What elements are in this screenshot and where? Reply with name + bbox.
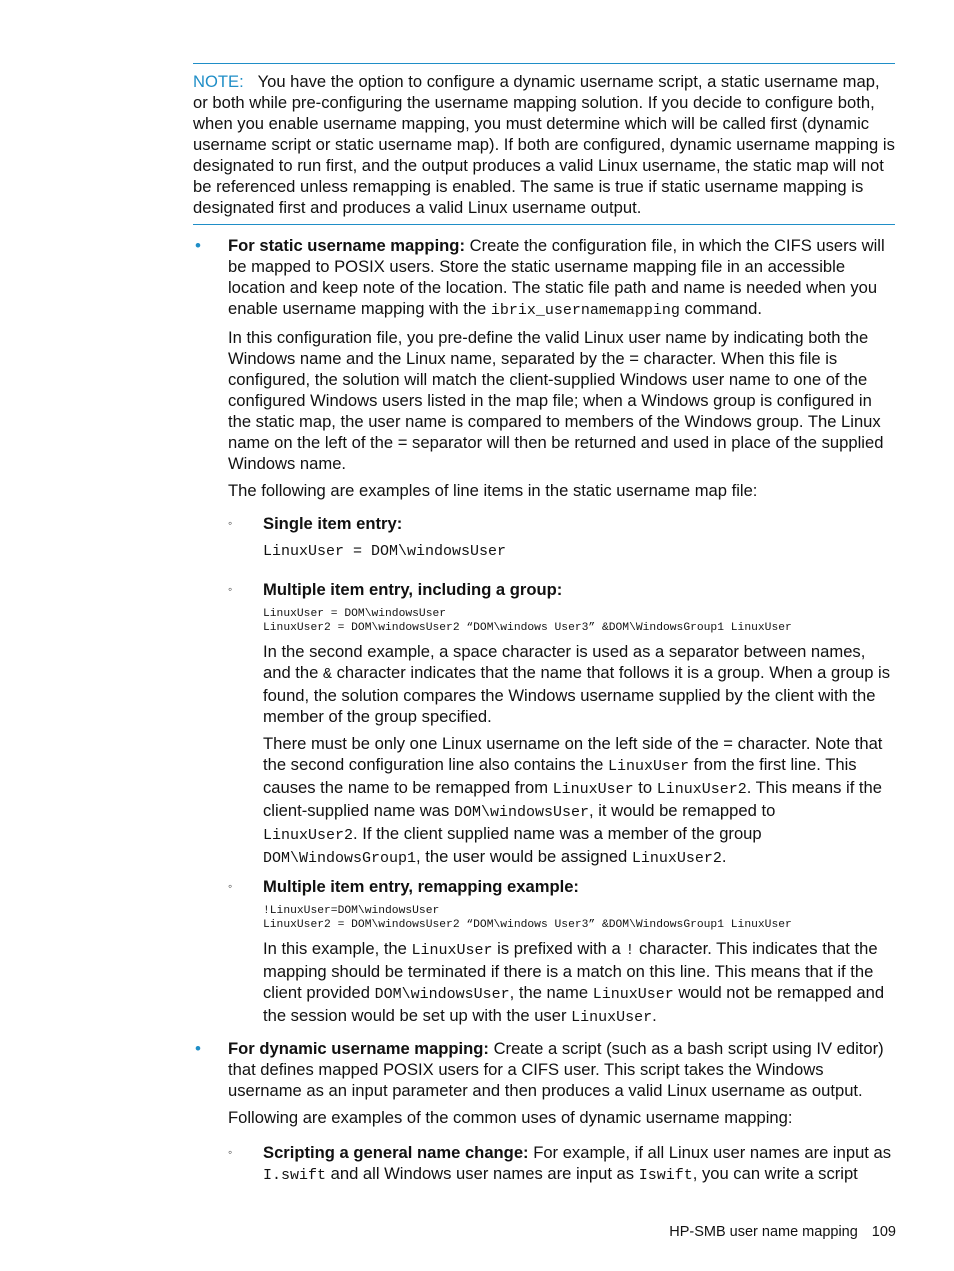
dynamic-paragraph-1	[228, 1038, 897, 1101]
code-inline: DOM\WindowsGroup1	[263, 850, 417, 867]
note-box	[193, 63, 895, 225]
scripting-paragraph	[263, 1142, 897, 1186]
remap-code-line-1: !LinuxUser=DOM\windowsUser	[263, 905, 440, 917]
single-code: LinuxUser = DOM\windowsUser	[263, 543, 507, 560]
text: , the name	[509, 983, 593, 1002]
sub-bullet-single: ◦	[228, 516, 233, 530]
text: to	[633, 778, 657, 797]
remap-explanation	[263, 938, 897, 1028]
code-inline: !	[625, 942, 635, 959]
sub-bullet-multiple: ◦	[228, 582, 233, 596]
text: . If the client supplied name was a member of the group	[353, 824, 762, 843]
remap-code-line-2: LinuxUser2 = DOM\windowsUser2 “DOM\windows User3” &DOM\WindowsGroup1 LinuxUser	[263, 919, 792, 931]
dynamic-paragraph-2: Following are examples of the common uses of dynamic username mapping:	[228, 1108, 793, 1127]
text: .	[721, 847, 727, 866]
page-number: 109	[871, 1224, 896, 1240]
static-paragraph-2: In this configuration file, you pre-define the valid Linux user name by indicating both the Windows name and the Linux name, separated by the = character. When this file is configured, the solution will match the client-supplied Windows user name to one of the configured Windows users listed in the map file; when a Windows group is configured in the static map, the user name is compared to members of the Windows group. The Linux name on the left of the = separator will then be returned and used in place of the supplied Windows name.	[228, 328, 884, 473]
text: , you can write a script	[692, 1164, 858, 1183]
code-inline: DOM\windowsUser	[374, 986, 510, 1003]
text: would not be remapped and the session would be set up with the user	[263, 983, 885, 1025]
code-inline: LinuxUser2	[656, 781, 747, 798]
command-code: ibrix_usernamemapping	[490, 302, 680, 319]
code-inline: LinuxUser	[411, 942, 493, 959]
code-inline: LinuxUser	[608, 758, 690, 775]
static-paragraph-1	[228, 235, 897, 321]
static-lead: For static username mapping:	[228, 236, 465, 255]
text: character. This indicates that the mapping should be terminated if there is a match on this line. This means that if the client provided	[263, 939, 878, 1002]
code-inline: LinuxUser2	[263, 827, 354, 844]
sub-bullet-remap: ◦	[228, 879, 233, 893]
text: and all Windows user names are input as	[326, 1164, 639, 1183]
multiple-paragraph-1	[263, 641, 897, 727]
multiple-title: Multiple item entry, including a group:	[263, 580, 563, 599]
static-section	[228, 235, 897, 501]
multiple-paragraph-2	[263, 733, 897, 869]
bullet-dynamic: •	[195, 1039, 201, 1058]
code-inline: &	[322, 666, 332, 683]
code-inline: Iswift	[638, 1167, 693, 1184]
text: , the user would be assigned	[416, 847, 632, 866]
code-inline: LinuxUser	[552, 781, 634, 798]
dynamic-lead: For dynamic username mapping:	[228, 1039, 489, 1058]
dynamic-section	[228, 1038, 897, 1128]
text: In this example, the	[263, 939, 412, 958]
scripting-lead: Scripting a general name change:	[263, 1143, 529, 1162]
code-inline: LinuxUser2	[631, 850, 722, 867]
static-text: Create the configuration file, in which the CIFS users will be mapped to POSIX users. Store the static username mapping file in an accessible location and keep note of the location. The static file path and name is needed when you enable username mapping with the	[228, 236, 885, 318]
text: For example, if all Linux user names are input as	[528, 1143, 892, 1162]
text: . This means if the client-supplied name was	[263, 778, 883, 820]
text: , it would be remapped to	[588, 801, 776, 820]
static-paragraph-3: The following are examples of line items in the static username map file:	[228, 481, 758, 500]
code-inline: LinuxUser	[592, 986, 674, 1003]
multiple-explanation	[263, 641, 897, 869]
code-inline: I.swift	[263, 1167, 327, 1184]
bullet-static: •	[195, 236, 201, 255]
note-label: NOTE:	[193, 72, 244, 91]
text: from the first line. This causes the name to be remapped from	[263, 755, 857, 797]
code-inline: LinuxUser	[571, 1009, 653, 1026]
sub-bullet-scripting: ◦	[228, 1145, 233, 1159]
page-footer	[669, 1222, 896, 1242]
text: Create a script (such as a bash script using IV editor) that defines mapped POSIX users for a CIFS user. This script takes the Windows username as an input parameter and then produces a valid Linux username as output.	[228, 1039, 884, 1100]
text: .	[652, 1006, 657, 1025]
static-text-end: command.	[679, 299, 763, 318]
single-title: Single item entry:	[263, 514, 403, 533]
code-inline: DOM\windowsUser	[453, 804, 589, 821]
remap-title: Multiple item entry, remapping example:	[263, 877, 579, 896]
text: In the second example, a space character is used as a separator between names, and the	[263, 642, 866, 682]
footer-section-title: HP-SMB user name mapping	[669, 1224, 858, 1240]
multiple-code-line-1: LinuxUser = DOM\windowsUser	[263, 608, 447, 620]
remap-paragraph	[263, 938, 897, 1028]
text: There must be only one Linux username on the left side of the = character. Note that the second configuration line also contains the	[263, 734, 883, 774]
multiple-code-line-2: LinuxUser2 = DOM\windowsUser2 “DOM\windows User3” &DOM\WindowsGroup1 LinuxUser	[263, 622, 792, 634]
text: character indicates that the name that follows it is a group. When a group is found, the solution compares the Windows username supplied by the client with the member of the group specified.	[263, 663, 891, 726]
text: is prefixed with a	[492, 939, 626, 958]
note-text: You have the option to configure a dynamic username script, a static username map, or both while pre-configuring the username mapping solution. If you decide to configure both, when you enable username mapping, you must determine which will be called first (dynamic username script or static username map). If both are configured, dynamic username mapping is designated to run first, and the output produces a valid Linux username, the static map will not be referenced unless remapping is enabled. The same is true if static username mapping is designated first and produces a valid Linux username output.	[193, 72, 895, 217]
